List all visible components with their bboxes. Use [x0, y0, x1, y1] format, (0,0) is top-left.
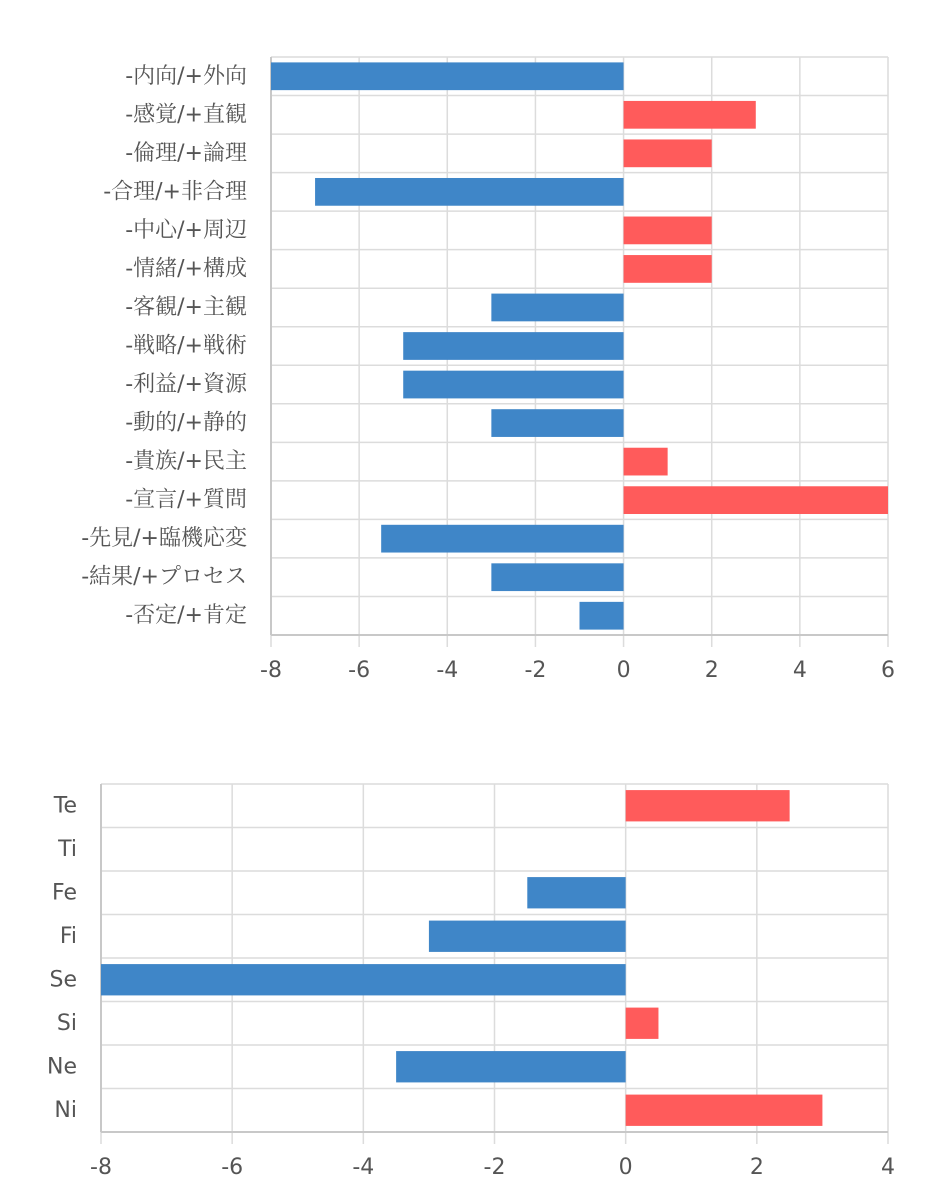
- category-label: -情緒/+構成: [125, 256, 247, 282]
- x-tick-label: 0: [618, 1155, 633, 1180]
- category-label: -倫理/+論理: [125, 140, 247, 166]
- bar: [580, 602, 624, 630]
- category-label: -動的/+静的: [125, 410, 247, 436]
- bar: [624, 448, 668, 476]
- x-tick-label: -8: [90, 1155, 112, 1180]
- category-label: -先見/+臨機応変: [81, 526, 247, 552]
- category-label: -感覚/+直観: [125, 102, 247, 128]
- x-tick-label: 2: [749, 1155, 764, 1180]
- bar: [527, 877, 625, 908]
- bar: [626, 1008, 659, 1039]
- x-tick-label: -2: [524, 658, 547, 683]
- category-label: Te: [53, 793, 77, 819]
- category-label: -客観/+主観: [125, 294, 247, 320]
- bar: [624, 217, 712, 245]
- bar: [626, 1095, 823, 1126]
- category-label: -利益/+資源: [125, 372, 247, 398]
- bar: [624, 255, 712, 283]
- category-label: -中心/+周辺: [125, 217, 247, 243]
- category-label: Se: [49, 967, 77, 993]
- bar: [626, 790, 790, 821]
- bar-chart-bottom: [0, 760, 938, 1200]
- bar: [403, 332, 623, 360]
- x-tick-label: -6: [221, 1155, 244, 1180]
- category-label: Fi: [59, 923, 77, 949]
- bar: [381, 525, 623, 553]
- x-tick-label: -4: [436, 658, 459, 683]
- category-label: Fe: [52, 880, 77, 906]
- bar: [403, 371, 623, 399]
- category-label: -否定/+肯定: [125, 603, 247, 629]
- bar: [396, 1051, 626, 1082]
- bar: [491, 563, 623, 591]
- x-tick-label: -4: [352, 1155, 375, 1180]
- category-label: -貴族/+民主: [125, 449, 247, 475]
- category-label: -結果/+プロセス: [81, 564, 247, 590]
- bar: [624, 101, 756, 129]
- bar: [271, 62, 624, 90]
- x-tick-label: -6: [348, 658, 371, 683]
- category-label: -内向/+外向: [125, 63, 247, 89]
- x-tick-label: -8: [260, 658, 282, 683]
- category-label: -戦略/+戦術: [125, 333, 247, 359]
- x-tick-label: 4: [792, 658, 807, 683]
- x-tick-label: 6: [881, 658, 895, 683]
- category-label: Ne: [47, 1054, 77, 1080]
- category-label: Si: [56, 1010, 77, 1036]
- bar: [491, 294, 623, 322]
- bar: [429, 921, 626, 952]
- bar: [624, 486, 888, 514]
- x-tick-label: -2: [483, 1155, 506, 1180]
- x-tick-label: 2: [704, 658, 719, 683]
- category-label: -宣言/+質問: [125, 487, 247, 513]
- x-tick-label: 4: [881, 1155, 895, 1180]
- category-label: -合理/+非合理: [103, 179, 247, 205]
- x-tick-label: 0: [616, 658, 631, 683]
- bar: [624, 139, 712, 167]
- bar: [101, 964, 626, 995]
- category-label: Ni: [54, 1097, 77, 1123]
- bar: [315, 178, 623, 206]
- bar: [491, 409, 623, 437]
- category-label: Ti: [58, 836, 77, 862]
